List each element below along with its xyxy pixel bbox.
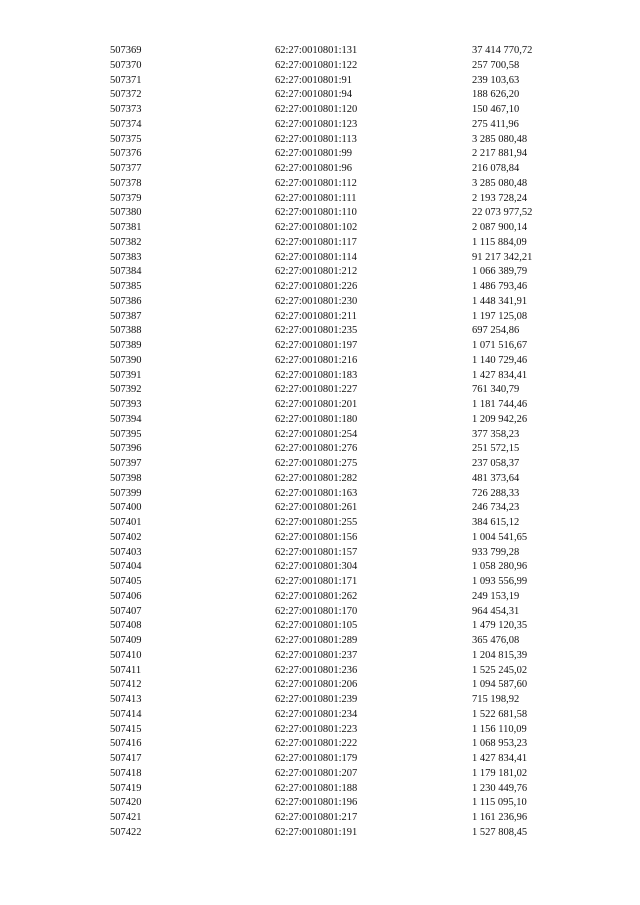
table-row [110,147,550,162]
cadastral-value: 1 071 516,67 [472,340,528,351]
cadastral-number: 62:27:0010801:171 [275,576,358,587]
cadastral-number: 62:27:0010801:254 [275,428,358,440]
row-id: 507391 [110,369,142,381]
cadastral-value: 1 181 744,46 [472,399,528,410]
table-row [110,693,550,708]
row-id: 507379 [110,192,142,204]
cadastral-number: 62:27:0010801:227 [275,384,358,396]
table-row [110,501,550,516]
cadastral-number: 62:27:0010801:94 [275,89,353,101]
cadastral-number: 62:27:0010801:99 [275,148,353,160]
cadastral-value: 22 073 977,52 [472,207,533,219]
cadastral-value: 3 285 080,48 [472,133,528,145]
table-row [110,192,550,207]
cadastral-value: 1 161 236,96 [472,812,528,823]
table-row [110,280,550,295]
row-id: 507395 [110,428,142,440]
cadastral-value: 1 066 389,79 [472,266,528,278]
row-id: 507381 [110,222,142,233]
cadastral-value: 1 527 808,45 [472,826,528,838]
cadastral-value: 1 479 120,35 [472,620,528,632]
row-id: 507416 [110,738,142,750]
cadastral-number: 62:27:0010801:304 [275,561,358,573]
row-id: 507383 [110,251,142,263]
table-row [110,796,550,811]
row-id: 507408 [110,620,142,632]
cadastral-number: 62:27:0010801:206 [275,679,358,691]
cadastral-value: 1 448 341,91 [472,295,528,307]
row-id: 507413 [110,694,142,705]
cadastral-value: 1 115 095,10 [472,797,527,809]
cadastral-number: 62:27:0010801:234 [275,708,358,720]
row-id: 507396 [110,443,142,455]
cadastral-number: 62:27:0010801:156 [275,531,358,543]
cadastral-value: 1 004 541,65 [472,531,528,543]
cadastral-value: 964 454,31 [472,605,520,617]
cadastral-value: 715 198,92 [472,694,520,705]
cadastral-value: 3 285 080,48 [472,177,528,189]
cadastral-number: 62:27:0010801:183 [275,369,358,381]
row-id: 507406 [110,590,142,602]
cadastral-value: 1 140 729,46 [472,354,528,366]
cadastral-number: 62:27:0010801:180 [275,413,358,425]
row-id: 507390 [110,354,142,366]
cadastral-value: 91 217 342,21 [472,251,533,263]
cadastral-number: 62:27:0010801:117 [275,236,357,248]
cadastral-number: 62:27:0010801:122 [275,59,358,71]
row-id: 507405 [110,576,142,587]
cadastral-value: 246 734,23 [472,502,520,514]
table-row [110,295,550,310]
cadastral-number: 62:27:0010801:207 [275,767,358,779]
row-id: 507392 [110,384,142,396]
row-id: 507369 [110,45,142,56]
row-id: 507409 [110,635,142,646]
cadastral-number: 62:27:0010801:170 [275,605,358,617]
cadastral-number: 62:27:0010801:262 [275,590,358,602]
cadastral-number: 62:27:0010801:188 [275,782,358,794]
cadastral-number: 62:27:0010801:91 [275,74,353,86]
row-id: 507420 [110,797,142,809]
row-id: 507372 [110,89,142,101]
row-id: 507370 [110,59,142,71]
cadastral-number: 62:27:0010801:222 [275,738,358,750]
cadastral-number: 62:27:0010801:114 [275,251,357,263]
cadastral-number: 62:27:0010801:255 [275,517,358,528]
cadastral-number: 62:27:0010801:196 [275,797,358,809]
table-row [110,723,550,738]
row-id: 507393 [110,399,142,410]
cadastral-value: 1 522 681,58 [472,708,528,720]
cadastral-value: 1 525 245,02 [472,664,528,676]
cadastral-value: 2 087 900,14 [472,222,528,233]
cadastral-number: 62:27:0010801:111 [275,192,357,204]
cadastral-number: 62:27:0010801:105 [275,620,358,632]
cadastral-number: 62:27:0010801:191 [275,826,358,838]
cadastral-value: 1 486 793,46 [472,281,528,292]
cadastral-number: 62:27:0010801:110 [275,207,357,219]
table-row [110,369,550,384]
cadastral-number: 62:27:0010801:120 [275,104,358,115]
cadastral-number: 62:27:0010801:217 [275,812,358,823]
table-row [110,103,550,118]
cadastral-number: 62:27:0010801:261 [275,502,358,514]
cadastral-number: 62:27:0010801:201 [275,399,358,410]
data-table [110,44,550,841]
table-row [110,811,550,826]
cadastral-number: 62:27:0010801:216 [275,354,358,366]
cadastral-value: 1 197 125,08 [472,310,528,322]
table-row [110,162,550,177]
cadastral-value: 2 217 881,94 [472,148,528,160]
table-row [110,752,550,767]
row-id: 507412 [110,679,142,691]
table-row [110,428,550,443]
table-row [110,74,550,89]
cadastral-value: 251 572,15 [472,443,520,455]
cadastral-number: 62:27:0010801:236 [275,664,358,676]
row-id: 507401 [110,517,142,528]
cadastral-value: 150 467,10 [472,104,520,115]
row-id: 507387 [110,310,142,322]
row-id: 507374 [110,118,142,130]
cadastral-value: 726 288,33 [472,487,520,499]
table-row [110,649,550,664]
table-row [110,88,550,103]
row-id: 507403 [110,546,142,558]
cadastral-value: 1 094 587,60 [472,679,528,691]
table-row [110,664,550,679]
table-row [110,708,550,723]
cadastral-number: 62:27:0010801:276 [275,443,358,455]
table-row [110,826,550,841]
table-row [110,177,550,192]
cadastral-number: 62:27:0010801:96 [275,163,353,174]
row-id: 507376 [110,148,142,160]
cadastral-number: 62:27:0010801:212 [275,266,358,278]
cadastral-value: 275 411,96 [472,118,519,130]
table-row [110,339,550,354]
cadastral-number: 62:27:0010801:211 [275,310,357,322]
row-id: 507414 [110,708,142,720]
cadastral-value: 1 093 556,99 [472,576,528,587]
table-row [110,678,550,693]
table-row [110,118,550,133]
cadastral-value: 384 615,12 [472,517,520,528]
row-id: 507371 [110,74,142,86]
cadastral-number: 62:27:0010801:289 [275,635,358,646]
cadastral-value: 257 700,58 [472,59,520,71]
cadastral-number: 62:27:0010801:282 [275,472,358,484]
cadastral-value: 761 340,79 [472,384,520,396]
row-id: 507394 [110,413,142,425]
cadastral-value: 1 115 884,09 [472,236,527,248]
table-row [110,44,550,59]
cadastral-value: 188 626,20 [472,89,520,101]
cadastral-number: 62:27:0010801:163 [275,487,358,499]
table-row [110,133,550,148]
table-row [110,767,550,782]
cadastral-number: 62:27:0010801:112 [275,177,357,189]
table-row [110,575,550,590]
row-id: 507385 [110,281,142,292]
cadastral-number: 62:27:0010801:157 [275,546,358,558]
table-row [110,590,550,605]
row-id: 507404 [110,561,142,573]
table-row [110,236,550,251]
table-row [110,634,550,649]
row-id: 507384 [110,266,142,278]
cadastral-value: 377 358,23 [472,428,520,440]
cadastral-value: 2 193 728,24 [472,192,528,204]
row-id: 507375 [110,133,142,145]
table-row [110,472,550,487]
cadastral-value: 1 058 280,96 [472,561,528,573]
cadastral-value: 237 058,37 [472,458,520,469]
row-id: 507400 [110,502,142,514]
table-row [110,516,550,531]
row-id: 507419 [110,782,142,794]
cadastral-value: 239 103,63 [472,74,520,86]
table-row [110,457,550,472]
table-row [110,487,550,502]
cadastral-value: 365 476,08 [472,635,520,646]
table-row [110,206,550,221]
row-id: 507411 [110,664,142,676]
table-row [110,251,550,266]
table-row [110,221,550,236]
row-id: 507417 [110,753,142,764]
cadastral-value: 1 204 815,39 [472,649,528,661]
table-row [110,737,550,752]
cadastral-number: 62:27:0010801:226 [275,281,358,292]
row-id: 507402 [110,531,142,543]
cadastral-number: 62:27:0010801:235 [275,325,358,337]
table-row [110,398,550,413]
table-row [110,546,550,561]
cadastral-number: 62:27:0010801:123 [275,118,358,130]
cadastral-value: 1 427 834,41 [472,753,528,764]
table-row [110,324,550,339]
table-row [110,354,550,369]
cadastral-number: 62:27:0010801:197 [275,340,358,351]
row-id: 507399 [110,487,142,499]
cadastral-value: 1 156 110,09 [472,723,527,735]
row-id: 507378 [110,177,142,189]
cadastral-value: 1 068 953,23 [472,738,528,750]
row-id: 507388 [110,325,142,337]
row-id: 507407 [110,605,142,617]
table-row [110,531,550,546]
cadastral-number: 62:27:0010801:113 [275,133,357,145]
row-id: 507397 [110,458,142,469]
row-id: 507389 [110,340,142,351]
cadastral-value: 933 799,28 [472,546,520,558]
table-row [110,782,550,797]
cadastral-number: 62:27:0010801:230 [275,295,358,307]
cadastral-value: 1 230 449,76 [472,782,528,794]
cadastral-value: 697 254,86 [472,325,520,337]
row-id: 507398 [110,472,142,484]
cadastral-value: 249 153,19 [472,590,520,602]
row-id: 507421 [110,812,142,823]
cadastral-number: 62:27:0010801:102 [275,222,358,233]
table-row [110,442,550,457]
row-id: 507377 [110,163,142,174]
row-id: 507373 [110,104,142,115]
cadastral-value: 1 179 181,02 [472,767,528,779]
cadastral-number: 62:27:0010801:237 [275,649,358,661]
table-row [110,605,550,620]
cadastral-value: 216 078,84 [472,163,520,174]
cadastral-number: 62:27:0010801:275 [275,458,358,469]
cadastral-value: 1 427 834,41 [472,369,528,381]
cadastral-number: 62:27:0010801:223 [275,723,358,735]
row-id: 507410 [110,649,142,661]
cadastral-number: 62:27:0010801:131 [275,45,358,56]
cadastral-value: 481 373,64 [472,472,520,484]
row-id: 507418 [110,767,142,779]
table-row [110,59,550,74]
row-id: 507386 [110,295,142,307]
table-row [110,310,550,325]
row-id: 507382 [110,236,142,248]
table-row [110,413,550,428]
cadastral-number: 62:27:0010801:239 [275,694,358,705]
row-id: 507380 [110,207,142,219]
table-row [110,560,550,575]
cadastral-number: 62:27:0010801:179 [275,753,358,764]
cadastral-value: 37 414 770,72 [472,45,533,56]
table-row [110,619,550,634]
row-id: 507422 [110,826,142,838]
row-id: 507415 [110,723,142,735]
cadastral-value: 1 209 942,26 [472,413,528,425]
table-row [110,383,550,398]
table-row [110,265,550,280]
